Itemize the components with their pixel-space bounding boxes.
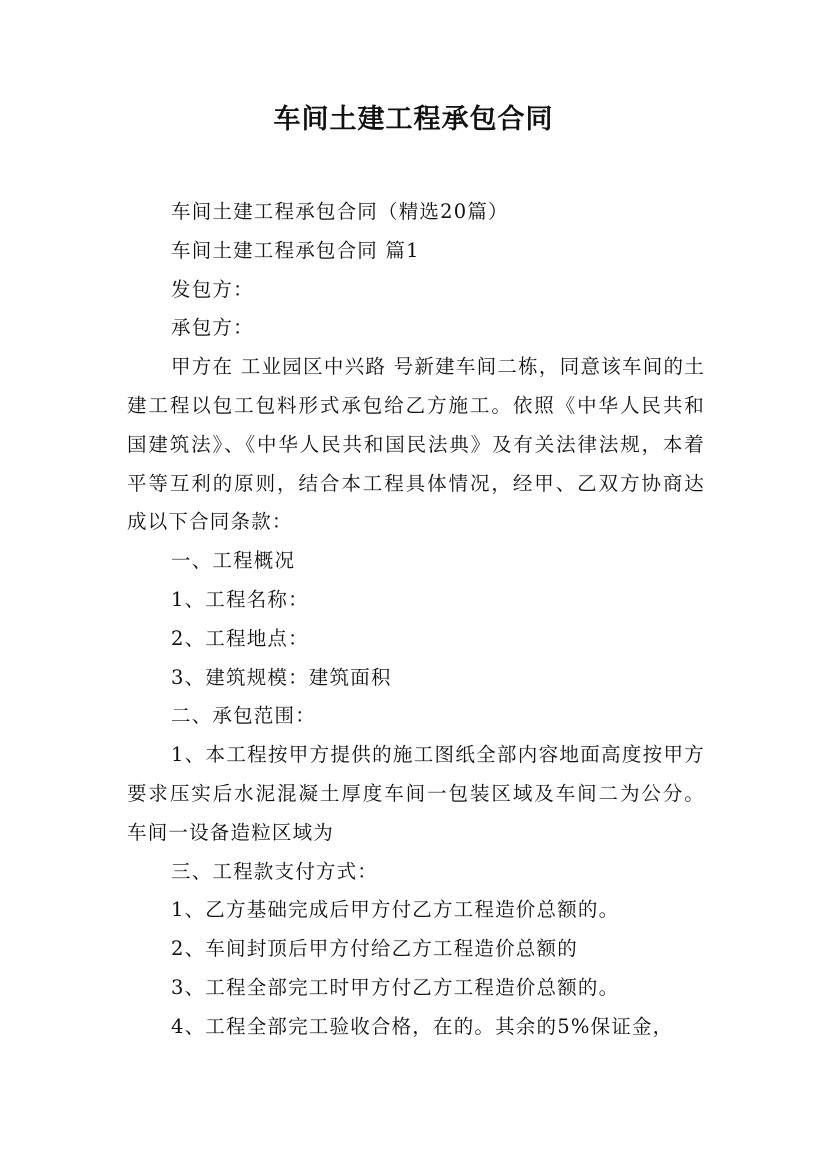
- paragraph-subtitle: 车间土建工程承包合同（精选20篇）: [171, 200, 509, 223]
- paragraph-item: 3、工程全部完工时甲方付乙方工程造价总额的。: [171, 975, 620, 999]
- paragraph-item: 2、车间封顶后甲方付给乙方工程造价总额的: [171, 937, 578, 961]
- paragraph-heading-payment: 三、工程款支付方式：: [171, 859, 379, 883]
- paragraph-contractor: 承包方：: [171, 316, 254, 340]
- document-body: [127, 193, 705, 1047]
- paragraph-scope-detail: 1、本工程按甲方提供的施工图纸全部内容地面高度按甲方要求压实后水泥混凝土厚度车间一包装区域及车间二为公分。车间一设备造粒区域为: [127, 743, 705, 844]
- paragraph-item: 3、建筑规模：建筑面积: [171, 665, 392, 689]
- paragraph-section-heading: 车间土建工程承包合同 篇1: [171, 238, 420, 262]
- paragraph-heading-scope: 二、承包范围：: [171, 704, 316, 728]
- paragraph-item: 4、工程全部完工验收合格，在的。其余的5%保证金，: [171, 1014, 674, 1038]
- paragraph-item: 1、工程名称：: [171, 587, 309, 611]
- paragraph-preamble: 甲方在 工业园区中兴路 号新建车间二栋，同意该车间的土建工程以包工包料形式承包给乙方施工。依照《中华人民共和国建筑法》、《中华人民共和国民法典》及有关法律法规，本着平等互利的原则，结合本工程具体情况，经甲、乙双方协商达成以下合同条款：: [127, 355, 705, 534]
- document-title: 车间土建工程承包合同: [273, 104, 554, 135]
- paragraph-heading-overview: 一、工程概况: [171, 549, 296, 573]
- paragraph-item: 1、乙方基础完成后甲方付乙方工程造价总额的。: [171, 898, 620, 922]
- paragraph-item: 2、工程地点：: [171, 626, 309, 650]
- paragraph-employer: 发包方：: [171, 277, 254, 301]
